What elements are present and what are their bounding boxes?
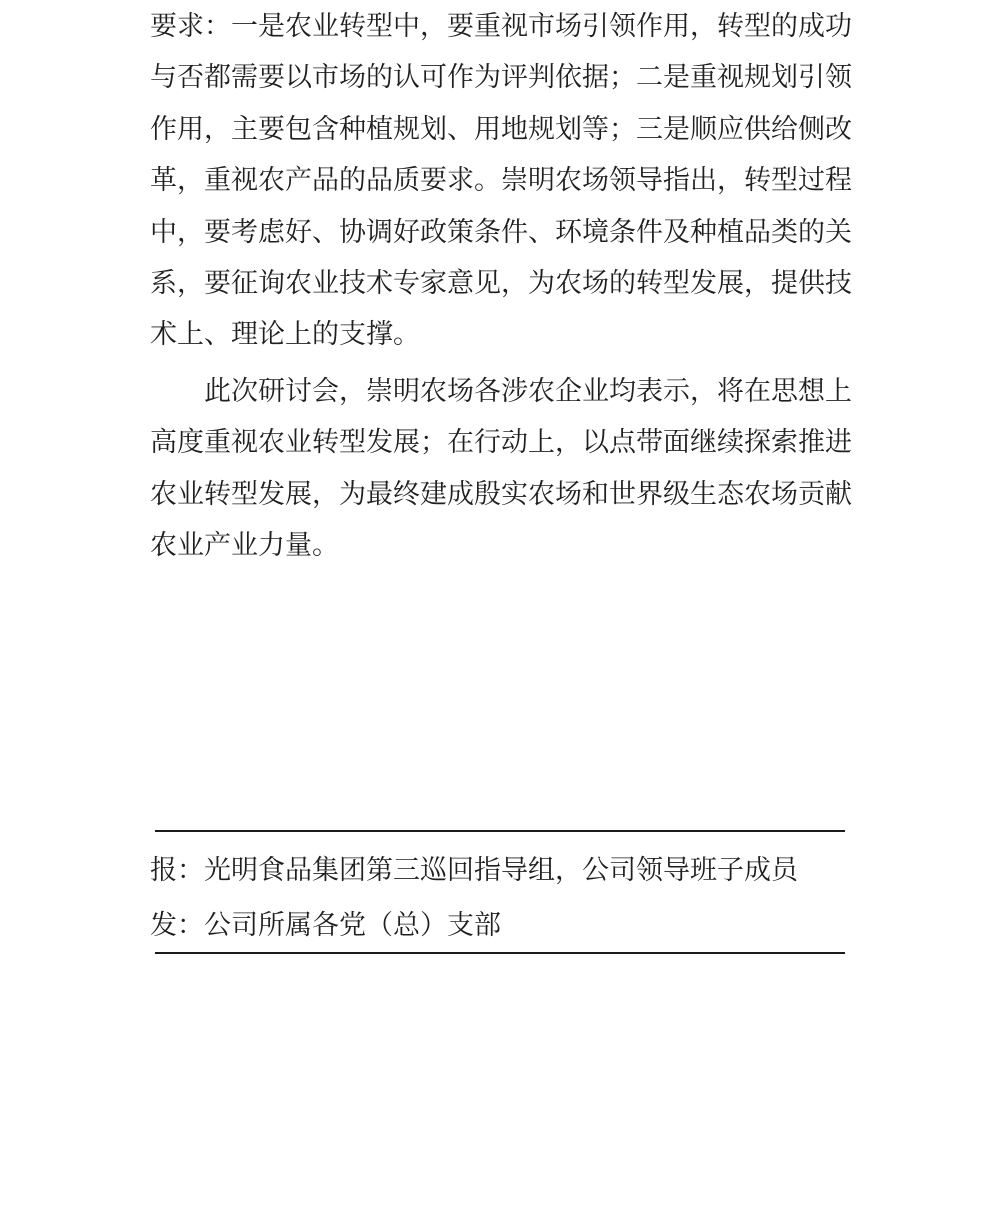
text-line: 此次研讨会，崇明农场各涉农企业均表示，将在思想上 bbox=[204, 375, 852, 406]
paragraph-2 bbox=[150, 366, 856, 572]
distribution-recipients-line: 发：公司所属各党（总）支部 bbox=[150, 910, 501, 940]
text-line: 术上、理论上的支撑。 bbox=[150, 319, 420, 350]
text-line: 与否都需要以市场的认可作为评判依据；二是重视规划引领 bbox=[150, 62, 852, 93]
report-recipients-line: 报：光明食品集团第三巡回指导组，公司领导班子成员 bbox=[150, 855, 798, 885]
text-line: 农业产业力量。 bbox=[150, 529, 339, 560]
footer-separator-bottom bbox=[155, 952, 845, 954]
text-line: 要求：一是农业转型中，要重视市场引领作用，转型的成功 bbox=[150, 11, 852, 41]
text-line: 革，重视农产品的品质要求。崇明农场领导指出，转型过程 bbox=[150, 165, 852, 196]
paragraph-1 bbox=[150, 1, 856, 361]
text-line: 作用，主要包含种植规划、用地规划等；三是顺应供给侧改 bbox=[150, 113, 852, 144]
text-line: 中，要考虑好、协调好政策条件、环境条件及种植品类的关 bbox=[150, 216, 852, 247]
document-body bbox=[150, 1, 856, 571]
footer-separator-top bbox=[155, 830, 845, 832]
text-line: 农业转型发展，为最终建成殷实农场和世界级生态农场贡献 bbox=[150, 478, 852, 509]
text-line: 高度重视农业转型发展；在行动上，以点带面继续探索推进 bbox=[150, 427, 852, 458]
text-line: 系，要征询农业技术专家意见，为农场的转型发展，提供技 bbox=[150, 267, 852, 298]
